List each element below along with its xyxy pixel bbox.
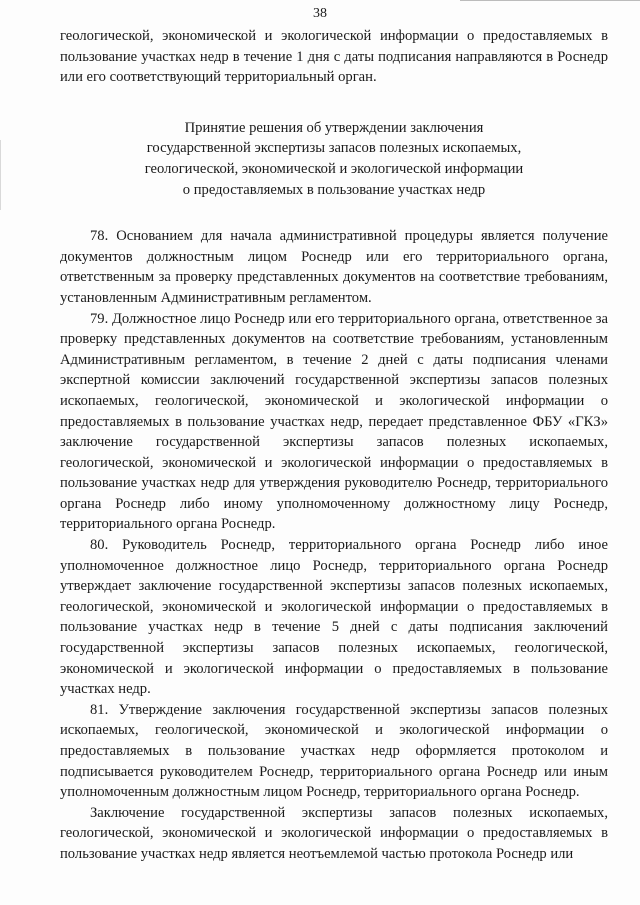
heading-line-3: геологической, экономической и экологической информации	[144, 160, 524, 177]
heading-line-2: государственной экспертизы запасов полезных ископаемых,	[146, 140, 522, 157]
paragraph-78: 78. Основанием для начала административной процедуры является получение документов должностным лицом Роснедр или его территориального органа, ответственным за проверку представленных документов на соответствие требованиям, установленным Административным регламентом.	[60, 228, 608, 306]
heading-line-4: о предоставляемых в пользование участках недр	[182, 181, 486, 198]
document-body	[60, 26, 608, 865]
heading-line-1: Принятие решения об утверждении заключения	[184, 119, 484, 136]
scan-side-mark	[0, 140, 1, 210]
paragraph-81: 81. Утверждение заключения государственной экспертизы запасов полезных ископаемых, геологической, экономической и экологической информации о предоставляемых в пользование участках недр оформляется протоколом и подписывается руководителем Роснедр, территориального органа Роснедр или иным уполномоченным должностным лицом Роснедр, территориального органа Роснедр.	[60, 701, 608, 801]
section-heading	[60, 118, 608, 200]
paragraph-79: 79. Должностное лицо Роснедр или его территориального органа, ответственное за проверку представленных документов на соответствие требованиям, установленным Административным регламентом, в течение 2 дней с даты подписания членами экспертной комиссии заключений государственной экспертизы запасов полезных ископаемых, геологической, экономической и экологической информации о предоставляемых в пользование участках недр, передает представленное ФБУ «ГКЗ» заключение государственной экспертизы запасов полезных ископаемых, геологической, экономической и экологической информации о предоставляемых в пользование участках недр для утверждения руководителю Роснедр, территориального органа Роснедр либо иному уполномоченному должностному лицу Роснедр, территориального органа Роснедр.	[60, 310, 608, 533]
intro-paragraph: геологической, экономической и экологической информации о предоставляемых в пользование участках недр в течение 1 дня с даты подписания направляются в Роснедр или его соответствующий территориальный орган.	[60, 28, 608, 86]
paragraph-80: 80. Руководитель Роснедр, территориального органа Роснедр либо иное уполномоченное должностное лицо Роснедр, территориального органа Роснедр утверждает заключение государственной экспертизы запасов полезных ископаемых, геологической, экономической и экологической информации о предоставляемых в пользование участках недр в течение 5 дней с даты подписания заключений государственной экспертизы запасов полезных ископаемых, геологической, экономической и экологической информации о предоставляемых в пользование участках недр.	[60, 537, 608, 698]
page-number: 38	[313, 6, 327, 21]
scan-edge-line	[460, 0, 640, 1]
paragraph-conclusion: Заключение государственной экспертизы запасов полезных ископаемых, геологической, экономической и экологической информации о предоставляемых в пользование участках недр является неотъемлемой частью протокола Роснедр или	[60, 804, 608, 862]
